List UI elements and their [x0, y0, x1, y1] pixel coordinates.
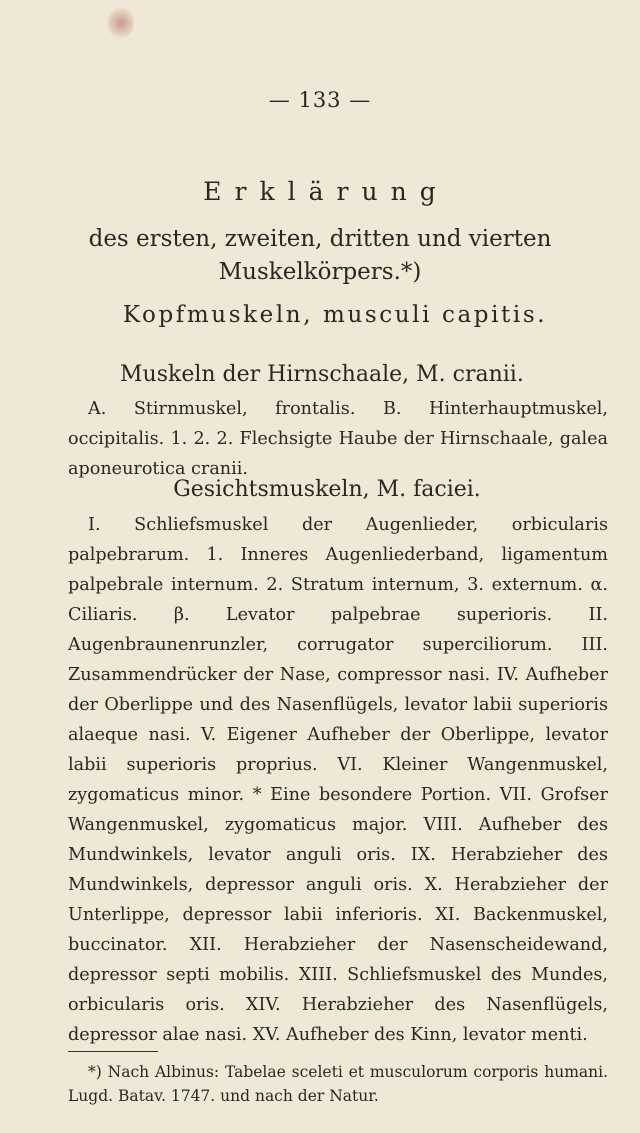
subsection-skull-muscles: Muskeln der Hirnschaale, M. cranii.	[120, 362, 524, 387]
page-number: — 133 —	[268, 88, 372, 112]
footnote-rule	[68, 1051, 158, 1052]
subsection-face-muscles: Gesichtsmuskeln, M. faciei.	[173, 477, 481, 502]
paragraph-face-muscles: I. Schliefsmuskel der Augenlieder, orbicularis palpebrarum. 1. Inneres Augenliederband, ligamentum palpebrale internum. 2. Stratum internum, 3. externum. α. Ciliaris. β. Levator palpebrae superioris. II. Augenbraunenrunzler, corrugator superciliorum. III. Zusammendrücker der Nase, compressor nasi. IV. Aufheber der Oberlippe und des Nasenflügels, levator labii superioris alaeque nasi. V. Eigener Aufheber der Oberlippe, levator labii superioris proprius. VI. Kleiner Wangenmuskel, zygomaticus minor. * Eine besondere Portion. VII. Grofser Wangenmuskel, zygomaticus major. VIII. Aufheber des Mundwinkels, levator anguli oris. IX. Herabzieher des Mundwinkels, depressor anguli oris. X. Herabzieher der Unterlippe, depressor labii inferioris. XI. Backenmuskel, buccinator. XII. Herabzieher der Nasenscheidewand, depressor septi mobilis. XIII. Schliefsmuskel des Mundes, orbicularis oris. XIV. Herabzieher des Nasenflügels, depressor alae nasi. XV. Aufheber des Kinn, levator menti.	[68, 515, 608, 1045]
heading-erklarung: Erklärung	[203, 177, 449, 206]
subheading-line-1: des ersten, zweiten, dritten und vierten	[88, 226, 552, 252]
section-title-head-muscles: Kopfmuskeln, musculi capitis.	[122, 302, 548, 328]
paragraph-skull-muscles: A. Stirnmuskel, frontalis. B. Hinterhauptmuskel, occipitalis. 1. 2. 2. Flechsigte Haube der Hirnschaale, galea aponeurotica cranii.	[68, 399, 608, 479]
ink-stain	[108, 6, 134, 40]
footnote: *) Nach Albinus: Tabelae sceleti et musculorum corporis humani. Lugd. Batav. 1747. und nach der Natur.	[68, 1063, 608, 1105]
subheading-line-2: Muskelkörpers.*)	[218, 259, 422, 285]
